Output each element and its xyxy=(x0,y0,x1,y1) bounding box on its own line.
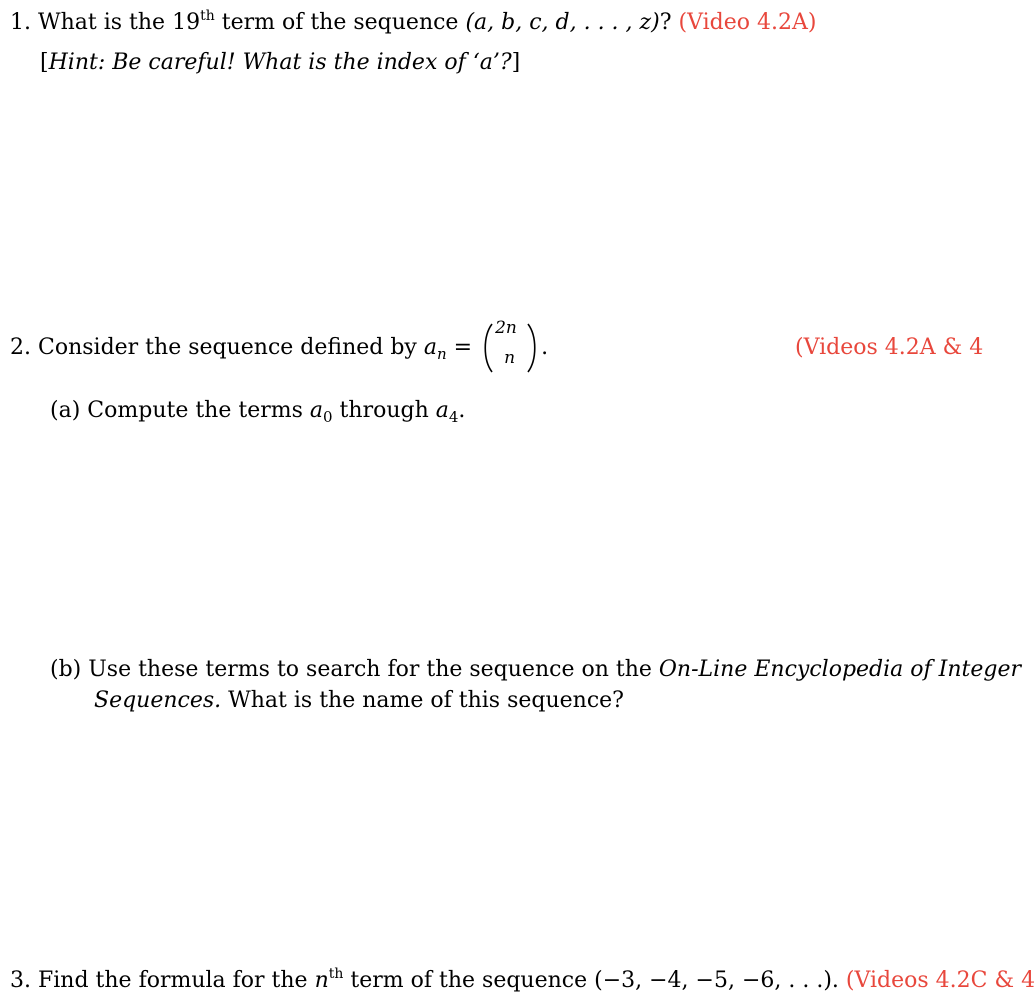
part-text: What is the name of this sequence? xyxy=(221,688,624,713)
question-text: Consider the sequence defined by xyxy=(38,335,424,360)
question-number: 3. xyxy=(10,968,31,993)
question-text: term of the sequence xyxy=(214,10,466,35)
part-text: Compute the terms xyxy=(87,398,310,423)
period: . xyxy=(458,398,466,423)
math-variable-n: n xyxy=(314,968,329,993)
binomial-top: 2n xyxy=(495,318,517,338)
part-label: (a) xyxy=(50,398,81,423)
question-2-part-b-cont xyxy=(94,686,624,716)
encyclopedia-title: Sequences. xyxy=(94,688,222,713)
question-2-part-b xyxy=(50,655,1021,685)
question-mark: ? xyxy=(659,10,672,35)
hint-bracket-close: ] xyxy=(511,50,521,75)
math-variable-a: a xyxy=(435,398,449,423)
ordinal-suffix: th xyxy=(328,966,344,982)
math-subscript-4: 4 xyxy=(448,408,459,426)
binomial-bottom: n xyxy=(504,348,516,368)
video-reference: (Videos 4.2A & 4 xyxy=(795,335,984,360)
sequence-expression: (a, b, c, d, . . . , z) xyxy=(465,10,660,35)
sequence-expression: (−3, −4, −5, −6, . . .). xyxy=(594,968,839,993)
question-1-hint xyxy=(40,48,520,78)
part-text: Use these terms to search for the sequence on the xyxy=(88,657,659,682)
question-number: 2. xyxy=(10,335,31,360)
question-text: What is the 19 xyxy=(38,10,201,35)
math-variable-a: a xyxy=(423,335,437,360)
question-2-part-a xyxy=(50,396,465,426)
part-text: through xyxy=(332,398,436,423)
hint-text: Hint: Be careful! What is the index of ‘a’? xyxy=(48,50,512,75)
math-variable-a: a xyxy=(309,398,324,423)
equals-sign: = xyxy=(446,335,480,360)
ordinal-suffix: th xyxy=(200,8,215,24)
question-text: term of the sequence xyxy=(343,968,595,993)
question-text: Find the formula for the xyxy=(38,968,315,993)
math-subscript-0: 0 xyxy=(323,408,333,426)
question-1 xyxy=(10,8,816,38)
question-number: 1. xyxy=(10,10,31,35)
encyclopedia-title: On-Line Encyclopedia of Integer xyxy=(658,657,1021,682)
question-2 xyxy=(10,318,548,378)
video-reference: (Videos 4.2C & 4 xyxy=(845,968,1035,993)
part-label: (b) xyxy=(50,657,82,682)
period: . xyxy=(541,335,549,360)
question-3 xyxy=(10,966,1035,996)
binomial-coefficient xyxy=(481,320,539,376)
math-subscript-n: n xyxy=(436,345,447,363)
hint-bracket-open: [ xyxy=(40,50,49,75)
video-reference: (Video 4.2A) xyxy=(678,10,817,35)
